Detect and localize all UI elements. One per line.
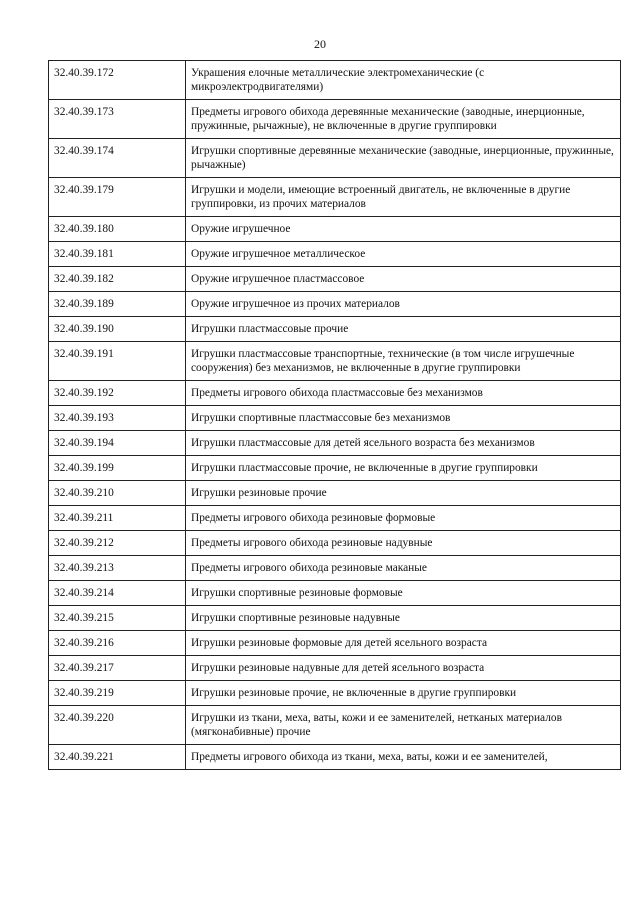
table-row [49,531,621,556]
code-cell: 32.40.39.189 [49,292,186,317]
table-row [49,481,621,506]
description-cell: Игрушки спортивные резиновые формовые [186,581,621,606]
classification-table [48,60,621,770]
description-cell: Украшения елочные металлические электромеханические (с микроэлектродвигателями) [186,61,621,100]
code-cell: 32.40.39.182 [49,267,186,292]
table-body [49,61,621,770]
code-cell: 32.40.39.192 [49,381,186,406]
code-cell: 32.40.39.213 [49,556,186,581]
code-cell: 32.40.39.180 [49,217,186,242]
code-cell: 32.40.39.199 [49,456,186,481]
table-row [49,631,621,656]
code-cell: 32.40.39.173 [49,100,186,139]
table-row [49,745,621,770]
table-row [49,506,621,531]
code-cell: 32.40.39.219 [49,681,186,706]
description-cell: Предметы игрового обихода деревянные механические (заводные, инерционные, пружинные, рычажные), не включенные в другие группировки [186,100,621,139]
table-row [49,61,621,100]
description-cell: Игрушки резиновые формовые для детей ясельного возраста [186,631,621,656]
table-row [49,656,621,681]
table-row [49,431,621,456]
table-row [49,681,621,706]
code-cell: 32.40.39.212 [49,531,186,556]
table-row [49,242,621,267]
code-cell: 32.40.39.210 [49,481,186,506]
description-cell: Игрушки из ткани, меха, ваты, кожи и ее заменителей, нетканых материалов (мягконабивные) прочие [186,706,621,745]
table-row [49,267,621,292]
description-cell: Игрушки спортивные деревянные механические (заводные, инерционные, пружинные, рычажные) [186,139,621,178]
code-cell: 32.40.39.179 [49,178,186,217]
table-row [49,556,621,581]
description-cell: Игрушки пластмассовые для детей ясельного возраста без механизмов [186,431,621,456]
table-row [49,406,621,431]
code-cell: 32.40.39.216 [49,631,186,656]
code-cell: 32.40.39.217 [49,656,186,681]
description-cell: Игрушки резиновые прочие [186,481,621,506]
description-cell: Игрушки резиновые прочие, не включенные в другие группировки [186,681,621,706]
description-cell: Предметы игрового обихода резиновые формовые [186,506,621,531]
code-cell: 32.40.39.181 [49,242,186,267]
description-cell: Предметы игрового обихода пластмассовые без механизмов [186,381,621,406]
table-row [49,292,621,317]
description-cell: Оружие игрушечное [186,217,621,242]
table-row [49,217,621,242]
table-row [49,456,621,481]
table-row [49,606,621,631]
code-cell: 32.40.39.174 [49,139,186,178]
code-cell: 32.40.39.190 [49,317,186,342]
description-cell: Оружие игрушечное пластмассовое [186,267,621,292]
code-cell: 32.40.39.215 [49,606,186,631]
table-row [49,100,621,139]
description-cell: Предметы игрового обихода из ткани, меха, ваты, кожи и ее заменителей, [186,745,621,770]
description-cell: Оружие игрушечное из прочих материалов [186,292,621,317]
table-row [49,706,621,745]
table-row [49,342,621,381]
description-cell: Игрушки пластмассовые прочие [186,317,621,342]
code-cell: 32.40.39.191 [49,342,186,381]
code-cell: 32.40.39.172 [49,61,186,100]
code-cell: 32.40.39.220 [49,706,186,745]
description-cell: Игрушки пластмассовые транспортные, технические (в том числе игрушечные сооружения) без механизмов, не включенные в другие группировки [186,342,621,381]
description-cell: Игрушки пластмассовые прочие, не включенные в другие группировки [186,456,621,481]
code-cell: 32.40.39.211 [49,506,186,531]
table-row [49,178,621,217]
table-row [49,381,621,406]
code-cell: 32.40.39.221 [49,745,186,770]
description-cell: Игрушки спортивные резиновые надувные [186,606,621,631]
description-cell: Предметы игрового обихода резиновые надувные [186,531,621,556]
code-cell: 32.40.39.193 [49,406,186,431]
description-cell: Предметы игрового обихода резиновые маканые [186,556,621,581]
code-cell: 32.40.39.214 [49,581,186,606]
table-row [49,139,621,178]
table-row [49,317,621,342]
description-cell: Игрушки резиновые надувные для детей ясельного возраста [186,656,621,681]
description-cell: Игрушки и модели, имеющие встроенный двигатель, не включенные в другие группировки, из прочих материалов [186,178,621,217]
code-cell: 32.40.39.194 [49,431,186,456]
table-row [49,581,621,606]
description-cell: Игрушки спортивные пластмассовые без механизмов [186,406,621,431]
description-cell: Оружие игрушечное металлическое [186,242,621,267]
page-number: 20 [314,37,326,51]
